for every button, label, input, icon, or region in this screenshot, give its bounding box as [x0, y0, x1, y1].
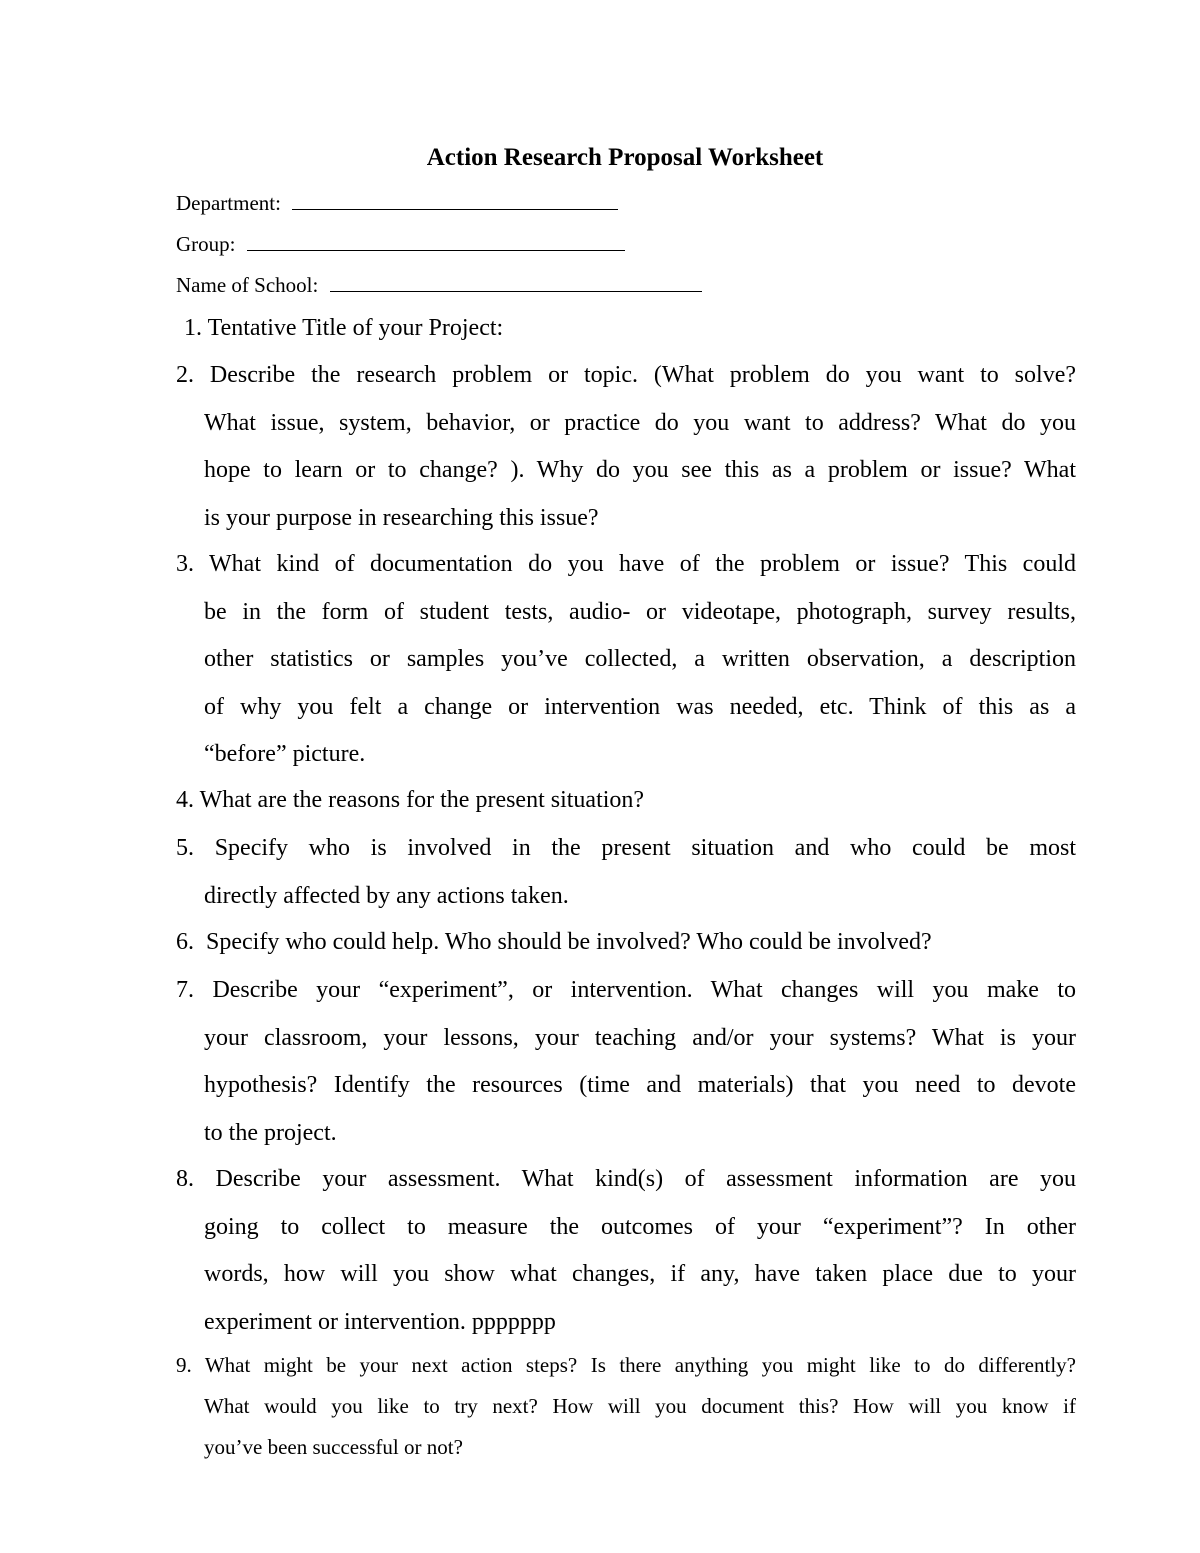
- question-text-line: Specify who is involved in the present situation and who could be most: [214, 835, 1077, 861]
- question-number: 8.: [176, 1166, 194, 1192]
- question-text-line: Tentative Title of your Project:: [207, 315, 504, 341]
- question-1: [184, 305, 1084, 353]
- question-6: [176, 919, 1076, 967]
- question-5: [176, 825, 1076, 920]
- question-text-line: going to collect to measure the outcomes of your “experiment”? In other: [204, 1213, 1076, 1240]
- question-text-line: of why you felt a change or intervention was needed, etc. Think of this as a: [204, 693, 1076, 720]
- question-4: [176, 777, 1076, 825]
- school-name-blank-line[interactable]: [330, 273, 702, 292]
- question-number: 5.: [176, 835, 194, 861]
- question-text-line: hypothesis? Identify the resources (time and materials) that you need to devote: [204, 1072, 1076, 1098]
- question-text-line: Describe the research problem or topic. (What problem do you want to solve?: [209, 362, 1076, 388]
- group-label: Group:: [176, 232, 241, 256]
- question-text-line: be in the form of student tests, audio- or videotape, photograph, survey results,: [204, 598, 1076, 625]
- question-3: [176, 541, 1076, 779]
- question-text-line: Describe your “experiment”, or intervention. What changes will you make to: [212, 977, 1077, 1003]
- question-number: 3.: [176, 551, 194, 577]
- question-number: 6.: [176, 929, 194, 955]
- question-text-line: experiment or intervention. ppppppp: [204, 1308, 556, 1335]
- question-text-line: What are the reasons for the present situation?: [199, 787, 645, 813]
- question-text-line: hope to learn or to change? ). Why do you see this as a problem or issue? What: [204, 457, 1076, 483]
- question-text-line: Specify who could help. Who should be involved? Who could be involved?: [206, 929, 932, 955]
- question-text-line: words, how will you show what changes, if any, have taken place due to your: [204, 1261, 1076, 1287]
- question-number: 1.: [184, 315, 202, 341]
- question-2: [176, 352, 1076, 542]
- question-7: [176, 967, 1076, 1157]
- document-title: Action Research Proposal Worksheet: [426, 144, 824, 171]
- question-text-line: your classroom, your lessons, your teaching and/or your systems? What is your: [204, 1024, 1076, 1051]
- question-text-line: What kind of documentation do you have of the problem or issue? This could: [209, 551, 1076, 577]
- question-text-line: to the project.: [204, 1119, 337, 1146]
- question-text-line: you’ve been successful or not?: [204, 1435, 463, 1459]
- school-name-field: [176, 270, 702, 300]
- department-label: Department:: [176, 191, 287, 215]
- question-text-line: is your purpose in researching this issue?: [204, 504, 599, 531]
- question-text-line: “before” picture.: [204, 741, 366, 767]
- group-field: [176, 229, 625, 259]
- department-blank-line[interactable]: [292, 191, 618, 210]
- school-name-label: Name of School:: [176, 273, 324, 297]
- question-8: [176, 1156, 1076, 1346]
- question-number: 9.: [176, 1353, 192, 1377]
- group-blank-line[interactable]: [247, 232, 625, 251]
- question-text-line: What issue, system, behavior, or practice do you want to address? What do you: [204, 409, 1076, 436]
- question-text-line: What might be your next action steps? Is there anything you might like to do differently?: [204, 1353, 1076, 1377]
- question-text-line: directly affected by any actions taken.: [204, 882, 569, 909]
- question-text-line: other statistics or samples you’ve collected, a written observation, a description: [204, 646, 1076, 672]
- question-number: 2.: [176, 362, 194, 388]
- question-number: 4.: [176, 787, 194, 813]
- question-text-line: What would you like to try next? How will you document this? How will you know if: [204, 1394, 1076, 1418]
- question-text-line: Describe your assessment. What kind(s) of assessment information are you: [215, 1166, 1076, 1192]
- department-field: [176, 188, 618, 218]
- question-9: [176, 1345, 1076, 1468]
- question-number: 7.: [176, 977, 194, 1003]
